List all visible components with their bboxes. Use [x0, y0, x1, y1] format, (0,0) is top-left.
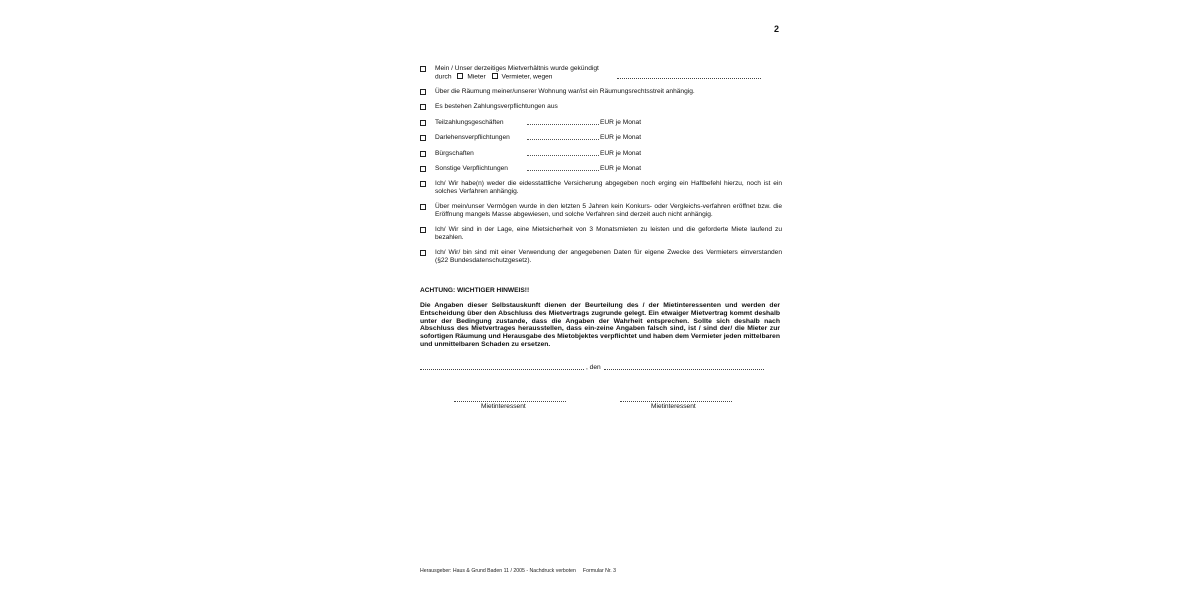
checkbox-obligation-other[interactable]: [420, 166, 426, 172]
obligation-amount-field[interactable]: [527, 139, 599, 140]
obligation-label: Darlehensverpflichtungen: [435, 134, 510, 141]
checkbox-obligation-loans[interactable]: [420, 135, 426, 141]
checkbox-declaration-insolvency[interactable]: [420, 204, 426, 210]
termination-line2: [435, 73, 782, 81]
place-field[interactable]: [420, 369, 584, 370]
checkbox-obligation-guarantees[interactable]: [420, 151, 426, 157]
declaration-item: [420, 226, 782, 242]
checkbox-termination[interactable]: [420, 66, 426, 72]
obligation-unit: EUR je Monat: [600, 134, 642, 141]
declaration-text: Ich/ Wir habe(n) weder die eidesstattliche Versicherung abgegeben noch erging ein Haftbefehl hierzu, noch ist ein solches Verfahren anhängig.: [435, 180, 782, 195]
termination-text: Mein / Unser derzeitiges Mietverhältnis wurde gekündigt: [435, 65, 599, 72]
checkbox-vermieter[interactable]: [492, 73, 498, 79]
signer-1-label: Mietinteressent: [481, 403, 526, 410]
obligation-label: Teilzahlungsgeschäften: [435, 119, 504, 126]
declaration-text: Ich/ Wir sind in der Lage, eine Mietsicherheit von 3 Monatsmieten zu leisten und die geforderte Miete laufend zu bezahlen.: [435, 226, 782, 241]
obligation-unit: EUR je Monat: [600, 119, 642, 126]
declaration-text: Ich/ Wir/ bin sind mit einer Verwendung der angegebenen Daten für eigene Zwecke des Vermieters einverstanden (§22 Bundesdatenschutzgesetz).: [435, 249, 782, 264]
declaration-item: [420, 180, 782, 196]
footer-form-number: Formular Nr. 3: [582, 568, 617, 574]
obligation-amount-field[interactable]: [527, 124, 599, 125]
declaration-text: Über mein/unser Vermögen wurde in den letzten 5 Jahren kein Konkurs- oder Vergleichs-verfahren eröffnet bzw. die Eröffnung mangels Masse abgewiesen, und solche Verfahren sind derzeit auch nicht anhängig.: [435, 203, 782, 218]
checkbox-payment-obligations[interactable]: [420, 104, 426, 110]
payment-obligations-text: Es bestehen Zahlungsverpflichtungen aus: [435, 103, 558, 110]
obligation-row: [420, 165, 782, 173]
checkbox-declaration-deposit[interactable]: [420, 227, 426, 233]
obligation-amount-field[interactable]: [527, 155, 599, 156]
date-field[interactable]: [604, 369, 764, 370]
place-date-separator: , den: [586, 364, 601, 371]
termination-reason-field[interactable]: [617, 78, 761, 79]
eviction-text: Über die Räumung meiner/unserer Wohnung war/ist ein Räumungsrechtsstreit anhängig.: [435, 88, 695, 95]
checkbox-eviction[interactable]: [420, 89, 426, 95]
obligation-row: [420, 119, 782, 127]
declaration-item: [420, 249, 782, 265]
signer-2-label: Mietinteressent: [651, 403, 696, 410]
obligation-unit: EUR je Monat: [600, 150, 642, 157]
signature-field-2[interactable]: [620, 401, 732, 402]
obligation-amount-field[interactable]: [527, 170, 599, 171]
payment-obligations-item: [420, 103, 782, 111]
obligation-row: [420, 150, 782, 158]
termination-item: [420, 65, 782, 81]
declaration-item: [420, 203, 782, 219]
checkbox-mieter[interactable]: [457, 73, 463, 79]
checkbox-declaration-data-consent[interactable]: [420, 250, 426, 256]
warning-body: Die Angaben dieser Selbstauskunft dienen der Beurteilung des / der Mietinteressenten und werden der Entscheidung über den Abschluss des Mietvertrags zugrunde gelegt. Ein etwaiger Mietvertrag kommt deshalb unter der Bedingung zustande, dass die Angaben der Wahrheit entsprechen. Sollte sich deshalb nach Abschluss des Mietvertrages herausstellen, dass ein-zeine Angaben falsch sind, ist / sind der/ die Mieter zur sofortigen Räumung und Herausgabe des Mietobjektes verpflichtet und haben dem Vermieter jeden mittelbaren und unmittelbaren Schaden zu ersetzen.: [420, 302, 780, 348]
obligation-unit: EUR je Monat: [600, 165, 642, 172]
obligation-label: Sonstige Verpflichtungen: [435, 165, 508, 172]
warning-title: ACHTUNG: WICHTIGER HINWEIS!!: [420, 287, 530, 294]
eviction-item: [420, 88, 782, 96]
option-mieter-label: Mieter: [467, 72, 486, 80]
footer: [420, 568, 616, 574]
checkbox-obligation-installments[interactable]: [420, 120, 426, 126]
signature-field-1[interactable]: [454, 401, 566, 402]
termination-by-label: durch: [435, 72, 452, 80]
page-number: 2: [774, 24, 780, 34]
footer-publisher: Herausgeber: Haus & Grund Baden 11 / 2005 - Nachdruck verboten: [420, 568, 576, 574]
obligation-row: [420, 134, 782, 142]
option-vermieter-label: Vermieter, wegen: [501, 72, 553, 80]
obligation-label: Bürgschaften: [435, 150, 474, 157]
checkbox-declaration-affidavit[interactable]: [420, 181, 426, 187]
